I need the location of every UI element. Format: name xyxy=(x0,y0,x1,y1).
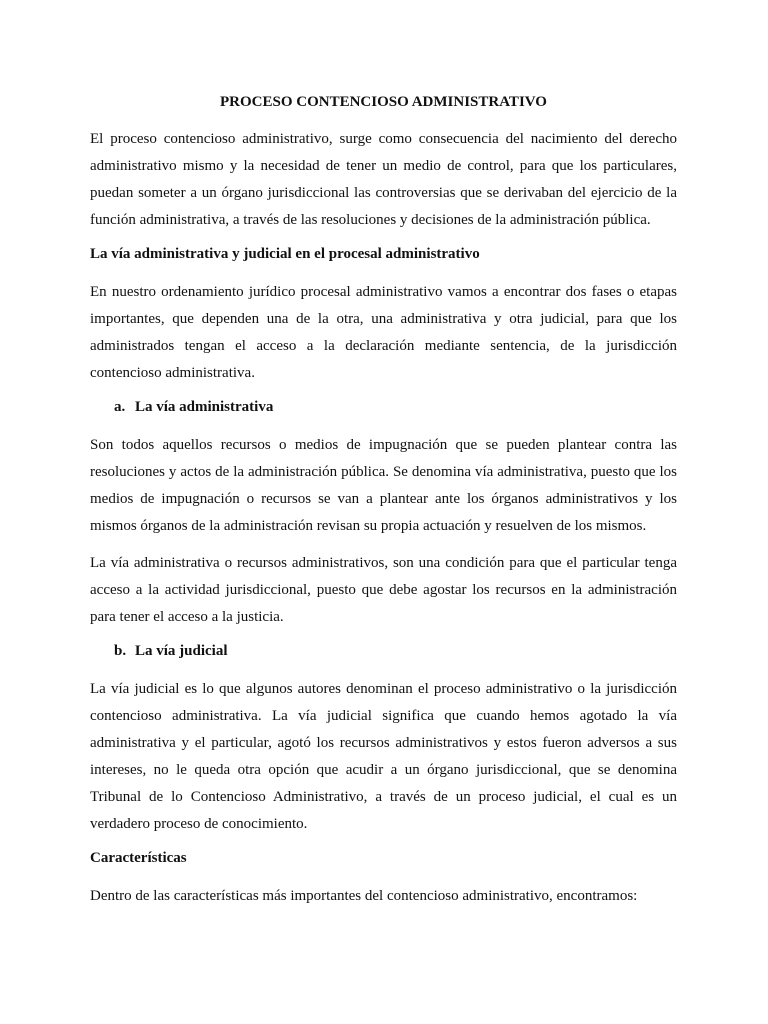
subheading-label: La vía judicial xyxy=(135,643,228,659)
subheading-label: La vía administrativa xyxy=(135,399,274,415)
section-heading-vias: La vía administrativa y judicial en el procesal administrativo xyxy=(90,246,480,262)
subheading-via-administrativa xyxy=(90,397,677,417)
document-title: PROCESO CONTENCIOSO ADMINISTRATIVO xyxy=(220,94,547,110)
list-marker-a: a. xyxy=(114,399,126,415)
section-heading-caracteristicas: Características xyxy=(90,850,187,866)
via-administrativa-paragraph-1: Son todos aquellos recursos o medios de impugnación que se pueden plantear contra las resoluciones y actos de la administración pública. Se denomina vía administrativa, puesto que los medios de impugnación o recursos se van a plantear ante los órganos administrativos y los mismos órganos de la administración revisan su propia actuación y resuelven de los mismos. xyxy=(90,437,677,534)
list-marker-b: b. xyxy=(114,643,127,659)
intro-paragraph: El proceso contencioso administrativo, surge como consecuencia del nacimiento del derecho administrativo mismo y la necesidad de tener un medio de control, para que los particulares, puedan someter a un órgano jurisdiccional las controversias que se derivaban del ejercicio de la función administrativa, a través de las resoluciones y decisiones de la administración pública. xyxy=(90,131,677,228)
via-judicial-paragraph: La vía judicial es lo que algunos autores denominan el proceso administrativo o la jurisdicción contencioso administrativa. La vía judicial significa que cuando hemos agotado la vía administrativa y el particular, agotó los recursos administrativos y estos fueron adversos a sus intereses, no le queda otra opción que acudir a un órgano jurisdiccional, que se denomina Tribunal de lo Contencioso Administrativo, a través de un proceso judicial, el cual es un verdadero proceso de conocimiento. xyxy=(90,681,677,832)
section-paragraph-vias: En nuestro ordenamiento jurídico procesal administrativo vamos a encontrar dos fases o etapas importantes, que dependen una de la otra, una administrativa y otra judicial, para que los administrados tengan el acceso a la declaración mediante sentencia, de la jurisdicción contencioso administrativa. xyxy=(90,284,677,381)
document-page xyxy=(90,92,677,920)
subheading-via-judicial xyxy=(90,641,677,661)
via-administrativa-paragraph-2: La vía administrativa o recursos administrativos, son una condición para que el particular tenga acceso a la actividad jurisdiccional, puesto que debe agostar los recursos en la administración para tener el acceso a la justicia. xyxy=(90,555,677,625)
caracteristicas-paragraph: Dentro de las características más importantes del contencioso administrativo, encontramos: xyxy=(90,888,638,904)
